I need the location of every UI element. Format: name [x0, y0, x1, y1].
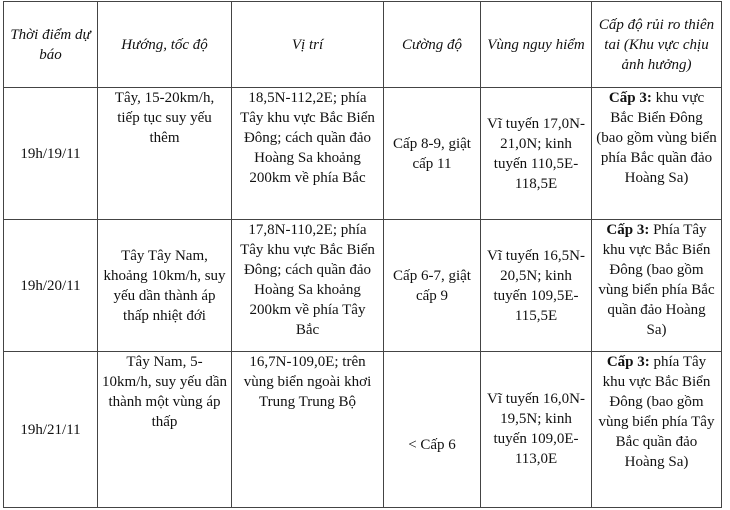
cell-risk: [592, 352, 722, 508]
header-danger-zone: Vùng nguy hiểm: [481, 2, 592, 88]
cell-position: 18,5N-112,2E; phía Tây khu vực Bắc Biển Đông; cách quần đảo Hoàng Sa khoảng 200km về phía Bắc: [232, 88, 384, 220]
cell-danger-zone: Vĩ tuyến 17,0N-21,0N; kinh tuyến 110,5E-118,5E: [481, 88, 592, 220]
table-row: [4, 220, 722, 352]
risk-level: Cấp 3:: [606, 222, 650, 238]
risk-area: phía Tây khu vực Bắc Biển Đông (bao gồm vùng biển phía Tây Bắc quần đảo Hoàng Sa): [598, 354, 715, 470]
header-time: Thời điểm dự báo: [4, 2, 98, 88]
cell-intensity: < Cấp 6: [384, 352, 481, 508]
cell-time: 19h/19/11: [4, 88, 98, 220]
risk-level: Cấp 3:: [608, 90, 652, 106]
risk-area: Phía Tây khu vực Bắc Biển Đông (bao gồm vùng biển phía Bắc quần đảo Hoàng Sa): [598, 222, 715, 338]
header-intensity: Cường độ: [384, 2, 481, 88]
header-position: Vị trí: [232, 2, 384, 88]
table-row: [4, 352, 722, 508]
cell-intensity: Cấp 6-7, giật cấp 9: [384, 220, 481, 352]
cell-direction: Tây Tây Nam, khoảng 10km/h, suy yếu dần thành áp thấp nhiệt đới: [98, 220, 232, 352]
cell-time: 19h/20/11: [4, 220, 98, 352]
forecast-table: [3, 1, 722, 508]
risk-area: khu vực Bắc Biển Đông (bao gồm vùng biển phía Bắc quần đảo Hoàng Sa): [596, 90, 717, 186]
cell-position: 17,8N-110,2E; phía Tây khu vực Bắc Biển Đông; cách quần đảo Hoàng Sa khoảng 200km về phía Tây Bắc: [232, 220, 384, 352]
cell-position: 16,7N-109,0E; trên vùng biển ngoài khơi Trung Trung Bộ: [232, 352, 384, 508]
cell-danger-zone: Vĩ tuyến 16,0N-19,5N; kinh tuyến 109,0E-113,0E: [481, 352, 592, 508]
cell-direction: Tây, 15-20km/h, tiếp tục suy yếu thêm: [98, 88, 232, 220]
cell-risk: [592, 220, 722, 352]
risk-level: Cấp 3:: [606, 354, 650, 370]
cell-time: 19h/21/11: [4, 352, 98, 508]
header-direction: Hướng, tốc độ: [98, 2, 232, 88]
table-row: [4, 88, 722, 220]
cell-intensity: Cấp 8-9, giật cấp 11: [384, 88, 481, 220]
cell-danger-zone: Vĩ tuyến 16,5N-20,5N; kinh tuyến 109,5E-115,5E: [481, 220, 592, 352]
cell-direction: Tây Nam, 5-10km/h, suy yếu dần thành một vùng áp thấp: [98, 352, 232, 508]
header-row: [4, 2, 722, 88]
header-risk: Cấp độ rủi ro thiên tai (Khu vực chịu ảnh hưởng): [592, 2, 722, 88]
cell-risk: [592, 88, 722, 220]
